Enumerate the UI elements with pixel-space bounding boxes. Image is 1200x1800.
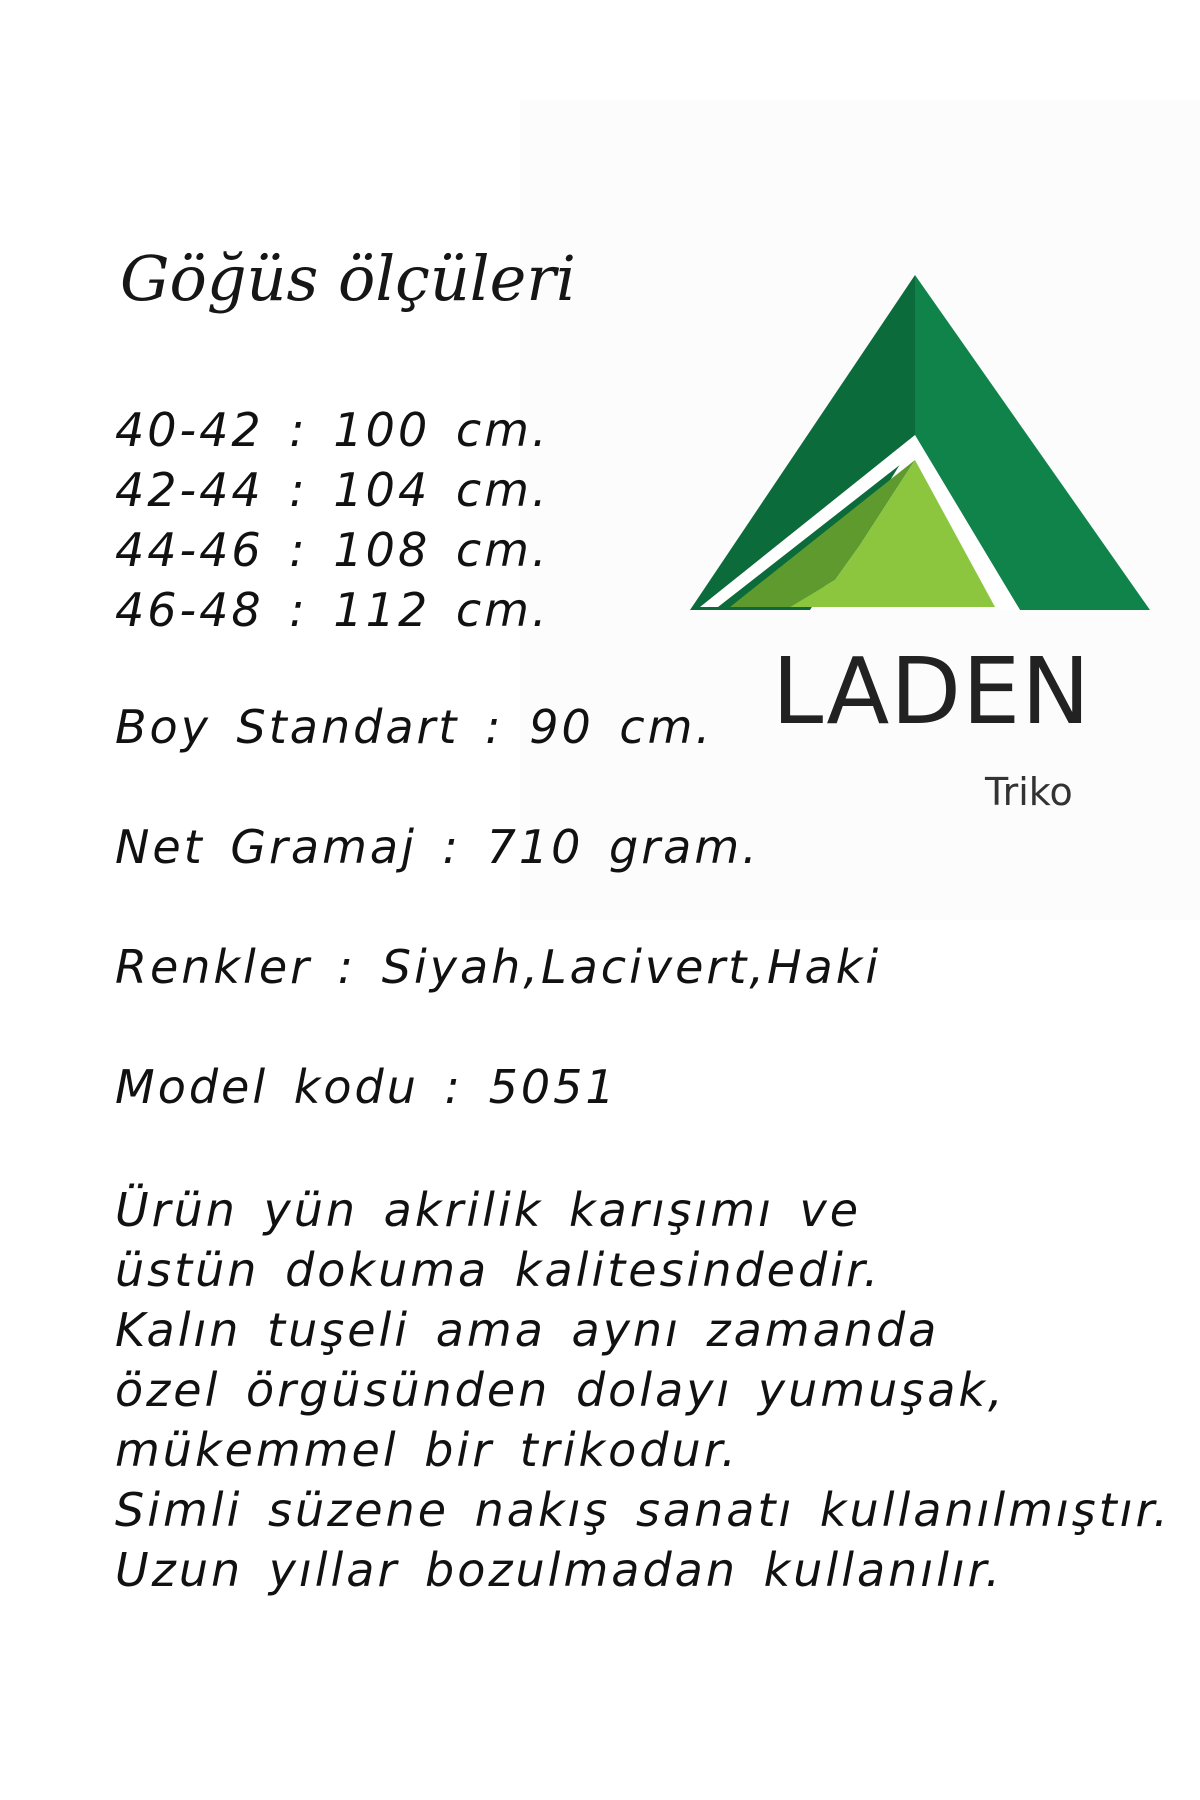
description-line: özel örgüsünden dolayı yumuşak, (115, 1363, 1006, 1417)
description-line: Simli süzene nakış sanatı kullanılmıştır. (115, 1483, 1171, 1537)
brand-name: LADEN (772, 638, 1092, 745)
size-row: 44-46 : 108 cm. (115, 523, 550, 577)
colors-info: Renkler : Siyah,Lacivert,Haki (115, 940, 882, 994)
green-triangle-logo-icon (690, 275, 1150, 615)
description-line: Uzun yıllar bozulmadan kullanılır. (115, 1543, 1003, 1597)
weight-info: Net Gramaj : 710 gram. (115, 820, 760, 874)
length-info: Boy Standart : 90 cm. (115, 700, 714, 754)
description-line: mükemmel bir trikodur. (115, 1423, 739, 1477)
size-list (115, 400, 550, 640)
description-line: Kalın tuşeli ama aynı zamanda (115, 1303, 940, 1357)
description-line: üstün dokuma kalitesindedir. (115, 1243, 882, 1297)
model-code-info: Model kodu : 5051 (115, 1060, 618, 1114)
size-row: 46-48 : 112 cm. (115, 583, 550, 637)
description-line: Ürün yün akrilik karışımı ve (115, 1183, 862, 1237)
product-description (115, 1180, 1171, 1600)
size-row: 40-42 : 100 cm. (115, 403, 550, 457)
brand-subtitle: Triko (985, 770, 1073, 814)
chest-measurements-heading: Göğüs ölçüleri (120, 242, 576, 315)
size-row: 42-44 : 104 cm. (115, 463, 550, 517)
